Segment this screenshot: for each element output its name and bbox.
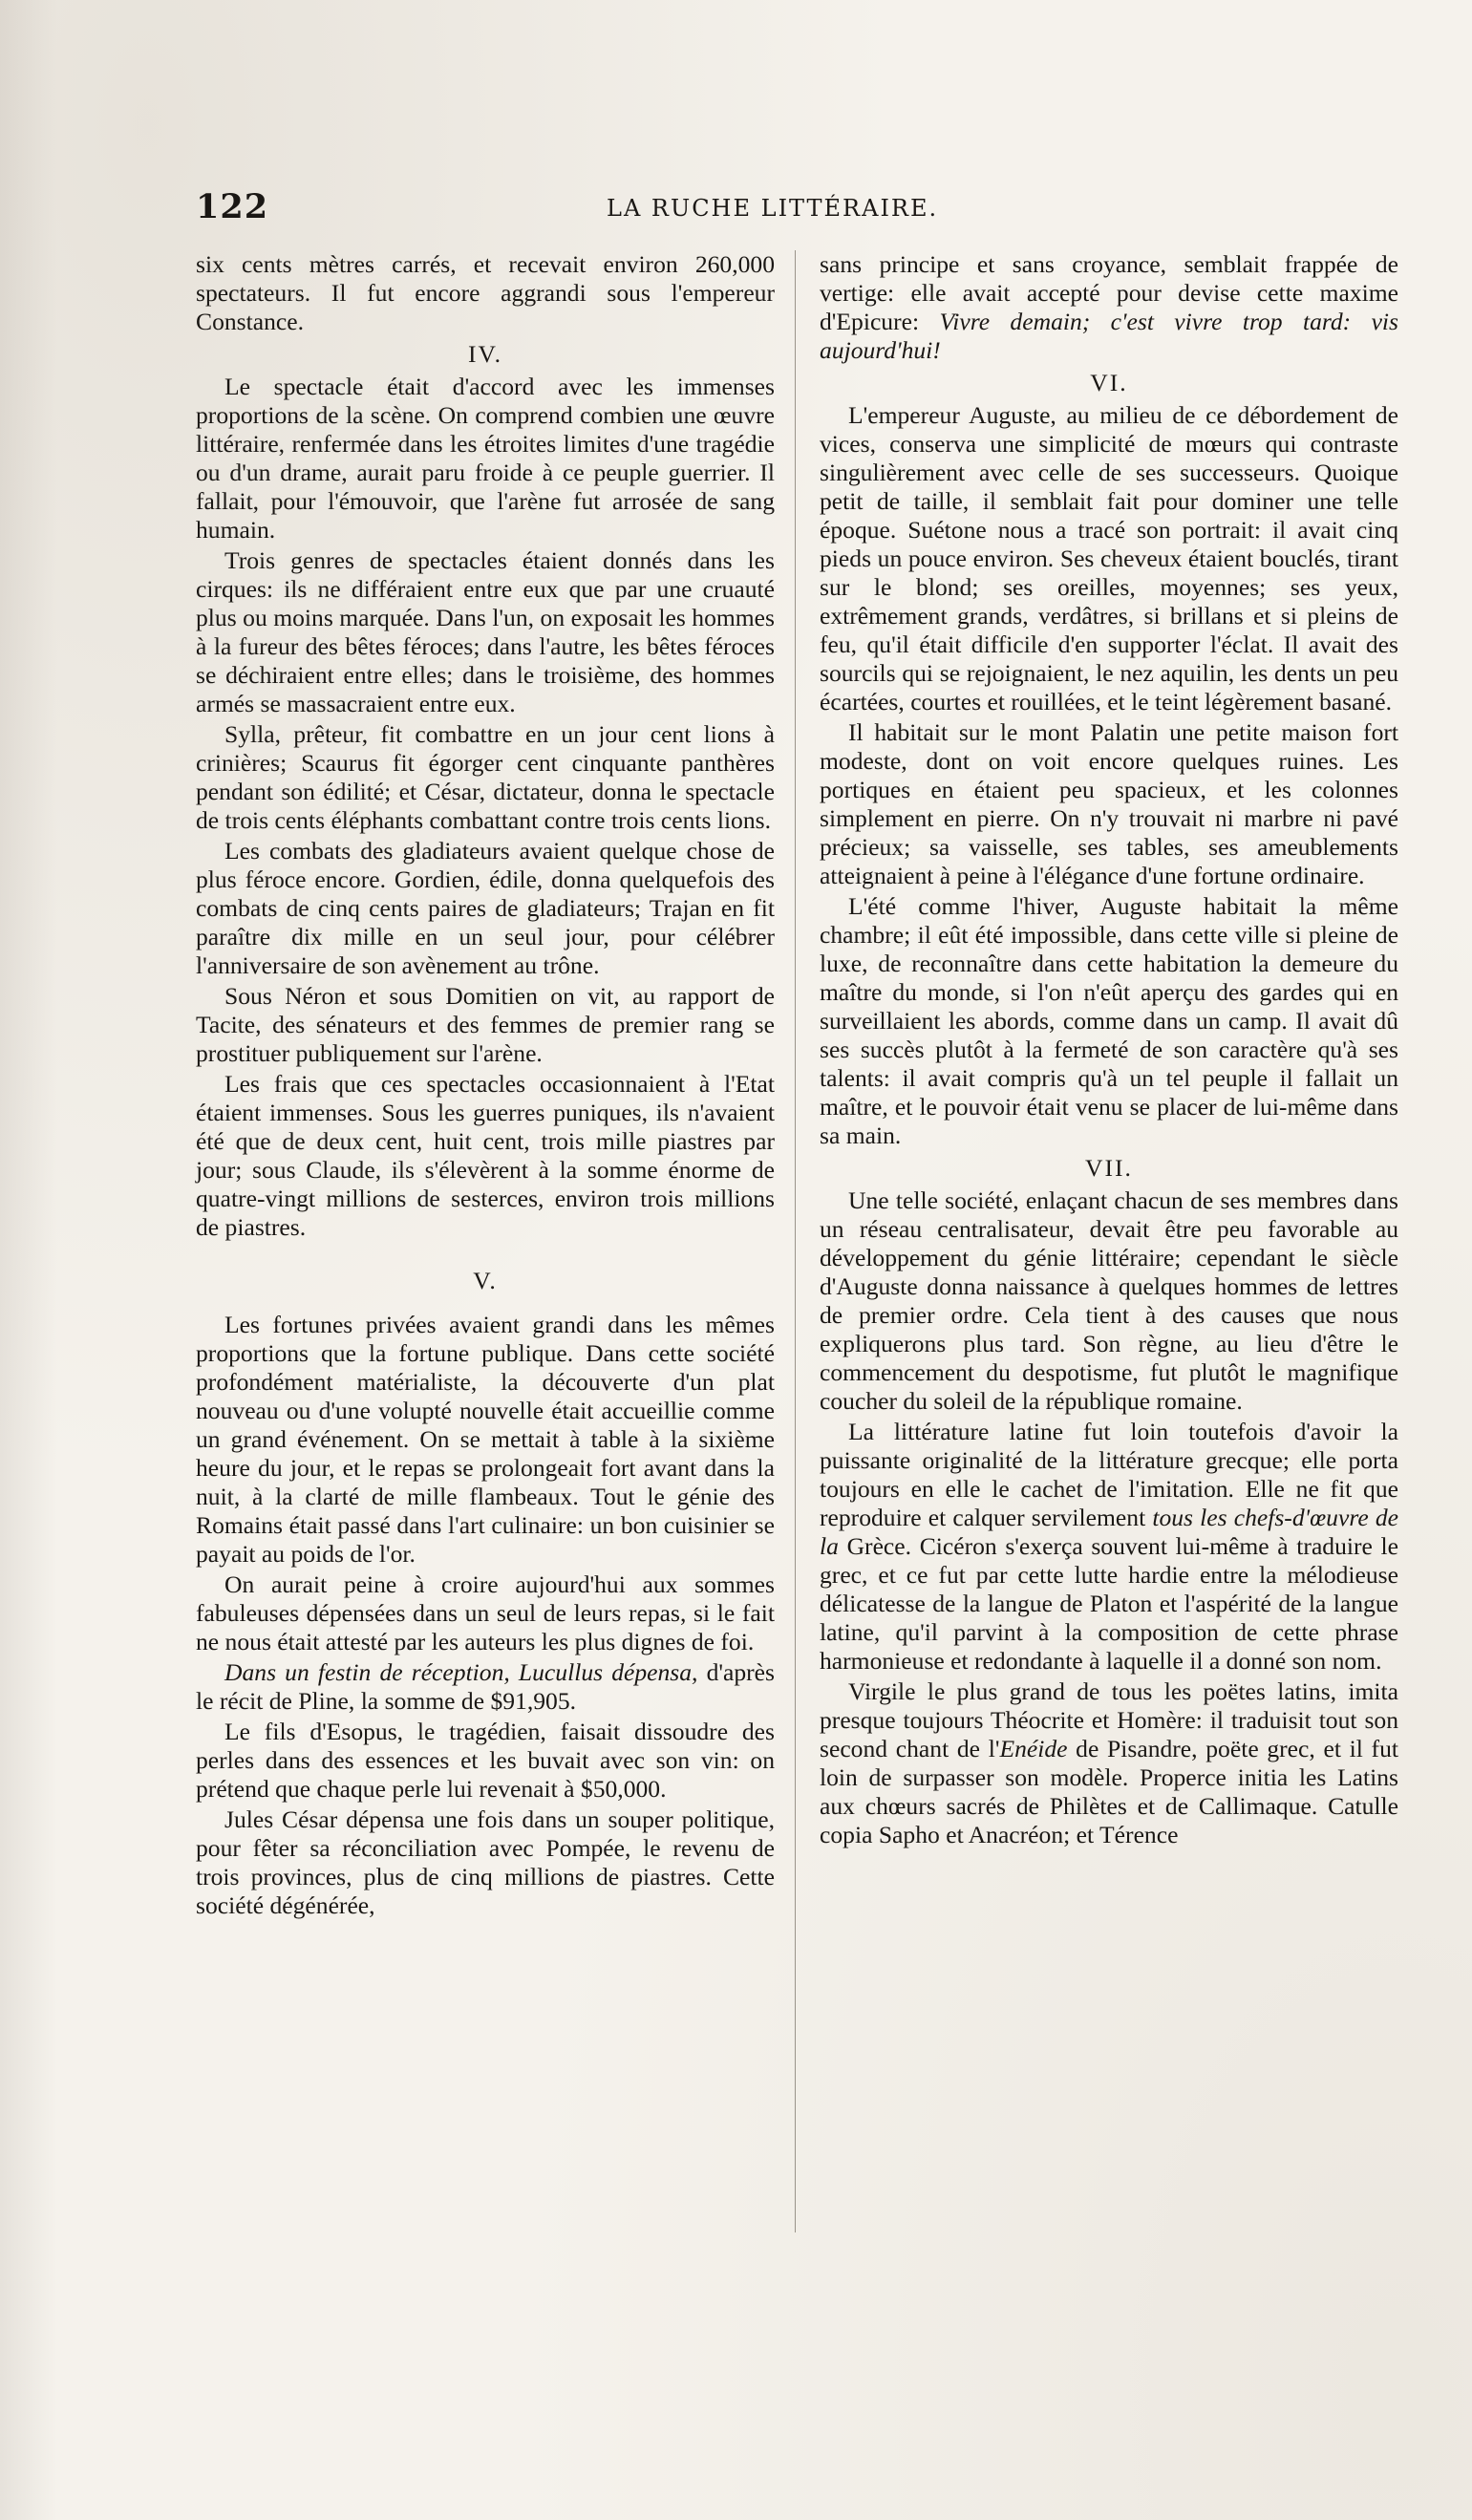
paragraph: Les combats des gladiateurs avaient quelque chose de plus féroce encore. Gordien, édile, donna quelquefois des combats de cinq cents paires de gladiateurs; Trajan en fit paraître dix mille en un seul jour, pour célébrer l'anniversaire de son avènement au trône. <box>196 837 775 979</box>
paragraph: Sylla, prêteur, fit combattre en un jour cent lions à crinières; Scaurus fit égorger cent cinquante panthères pendant son édilité; et César, dictateur, donna le spectacle de trois cents éléphants combattant contre trois cents lions. <box>196 720 775 834</box>
paragraph: Il habitait sur le mont Palatin une petite maison fort modeste, dont on voit encore quelques ruines. Les portiques en étaient peu spacieux, et les colonnes simplement en pierre. On n'y trouvait ni marbre ni pavé précieux; sa vaisselle, ses tables, ses ameublements atteignaient à peine à l'élégance d'une fortune ordinaire. <box>820 718 1398 889</box>
running-title: LA RUCHE LITTÉRAIRE. <box>607 195 939 222</box>
paragraph-text: d'après le récit de Pline, la somme de $91,905. <box>196 1658 776 1715</box>
italic-text: Enéide <box>999 1735 1068 1762</box>
italic-quote: Vivre demain; c'est vivre trop tard: vis aujourd'hui! <box>820 308 1399 364</box>
paragraph-text: de Pisandre, poëte grec, et il fut loin de surpasser son modèle. Properce initia les Latins aux chœurs sacrés de Philètes et de Callimaque. Catulle copia Sapho et Anacréon; et Térence <box>820 1735 1398 1848</box>
paragraph: Le spectacle était d'accord avec les immenses proportions de la scène. On comprend combien une œuvre littéraire, renfermée dans les étroites limites d'une tragédie ou d'un drame, aurait paru froide à ce peuple guerrier. Il fallait, pour l'émouvoir, que l'arène fut arrosée de sang humain. <box>196 373 775 544</box>
paragraph: Les frais que ces spectacles occasionnaient à l'Etat étaient immenses. Sous les guerres puniques, ils n'avaient été que de deux cent, huit cent, trois mille piastres par jour; sous Claude, ils s'élevèrent à la somme énorme de quatre-vingt millions de sesterces, environ trois millions de piastres. <box>196 1070 775 1241</box>
paragraph: Les fortunes privées avaient grandi dans les mêmes proportions que la fortune publique. Dans cette société profondément matérialiste, la découverte d'un plat nouveau ou d'une volupté nouvelle était accueillie comme un grand événement. On se mettait à table à la sixième heure du jour, et le repas se prolongeait fort avant dans la nuit, à la clarté de mille flambeaux. Tout le génie des Romains était passé dans l'art culinaire: un bon cuisinier se payait au poids de l'or. <box>196 1311 775 1568</box>
paragraph: Jules César dépensa une fois dans un souper politique, pour fêter sa réconciliation avec Pompée, le revenu de trois provinces, plus de cinq millions de piastres. Cette société dégénérée, <box>196 1805 775 1919</box>
section-heading-vii: VII. <box>1085 1154 1133 1182</box>
paragraph: Trois genres de spectacles étaient donnés dans les cirques: ils ne différaient entre eux que par une cruauté plus ou moins marquée. Dans l'un, on exposait les hommes à la fureur des bêtes féroces; dans l'autre, les bêtes féroces se déchiraient entre elles; dans le troisième, des hommes armés se massacraient entre eux. <box>196 546 775 717</box>
paragraph: Une telle société, enlaçant chacun de ses membres dans un réseau centralisateur, devait être peu favorable au développement du génie littéraire; cependant le siècle d'Auguste donna naissance à quelques hommes de lettres de premier ordre. Cela tient à des causes que nous expliquerons plus tard. Son règne, au lieu d'être le commencement du despotisme, fut plutôt le magnifique coucher du soleil de la république romaine. <box>820 1186 1398 1415</box>
paragraph <box>196 1658 775 1716</box>
italic-text: Dans un festin de réception, Lucullus dépensa, <box>224 1658 698 1686</box>
right-column <box>820 250 1398 1849</box>
paragraph-text: sans principe et sans croyance, semblait frappée de vertige: elle avait accepté pour devise cette maxime d'Epicure: <box>820 250 1398 335</box>
paragraph <box>820 250 1398 365</box>
left-column <box>196 250 775 1920</box>
paragraph-text: La littérature latine fut loin toutefois d'avoir la puissante originalité de la littérature grecque; elle porta toujours en elle le cachet de l'imitation. Elle ne fit que reproduire et calquer servilement <box>820 1418 1398 1531</box>
paragraph-text: Grèce. Cicéron s'exerça souvent lui-même à traduire le grec, et ce fut par cette lutte hardie entre la mélodieuse délicatesse de la langue de Platon et l'aspérité de la langue latine, qu'il parvint à la composition de cette phrase harmonieuse et redondante à laquelle il a donné son nom. <box>820 1532 1398 1675</box>
section-heading-v: V. <box>473 1267 498 1294</box>
paragraph: On aurait peine à croire aujourd'hui aux sommes fabuleuses dépensées dans un seul de leurs repas, si le fait ne nous était attesté par les auteurs les plus dignes de foi. <box>196 1570 775 1655</box>
paragraph: L'été comme l'hiver, Auguste habitait la même chambre; il eût été impossible, dans cette ville si pleine de luxe, de reconnaître dans cette habitation la demeure du maître du monde, si l'on n'eût aperçu des gardes qui en surveillaient les abords, comme dans un camp. Il avait dû ses succès plutôt à la fermeté de son caractère qu'à ses talents: il avait compris qu'à un tel peuple il fallait un maître, et le pouvoir était venu se placer de lui-même dans sa main. <box>820 892 1398 1149</box>
paragraph-text: Virgile le plus grand de tous les poëtes latins, imita presque toujours Théocrite et Homère: il traduisit tout son second chant de l' <box>820 1677 1398 1762</box>
paragraph: L'empereur Auguste, au milieu de ce débordement de vices, conserva une simplicité de mœurs qui contraste singulièrement avec celle de ses successeurs. Quoique petit de taille, il semblait fait pour dominer une telle époque. Suétone nous a tracé son portrait: il avait cinq pieds un pouce environ. Ses cheveux étaient bouclés, tirant sur le blond; ses oreilles, moyennes; ses yeux, extrêmement grands, verdâtres, si brillans et si pleins de feu, qu'il était difficile d'en supporter l'éclat. Il avait des sourcils qui se rejoignaient, le nez aquilin, les dents un peu écartées, courtes et rouillées, et le teint légèrement basané. <box>820 401 1398 715</box>
paragraph: Sous Néron et sous Domitien on vit, au rapport de Tacite, des sénateurs et des femmes de premier rang se prostituer publiquement sur l'arène. <box>196 982 775 1067</box>
paragraph <box>820 1418 1398 1676</box>
section-heading-vi: VI. <box>1090 369 1128 396</box>
section-heading-iv: IV. <box>467 340 503 368</box>
italic-text: tous les chefs-d'œuvre de la <box>820 1504 1398 1560</box>
paragraph <box>820 1677 1398 1849</box>
paragraph: Le fils d'Esopus, le tragédien, faisait dissoudre des perles dans des essences et les buvait avec son vin: on prétend que chaque perle lui revenait à $50,000. <box>196 1718 775 1803</box>
page-header <box>196 187 1165 235</box>
page-number: 122 <box>196 187 269 226</box>
paragraph: six cents mètres carrés, et recevait environ 260,000 spectateurs. Il fut encore aggrandi sous l'empereur Constance. <box>196 250 775 335</box>
page-edge-shadow <box>0 0 57 2520</box>
column-divider <box>795 250 796 2232</box>
